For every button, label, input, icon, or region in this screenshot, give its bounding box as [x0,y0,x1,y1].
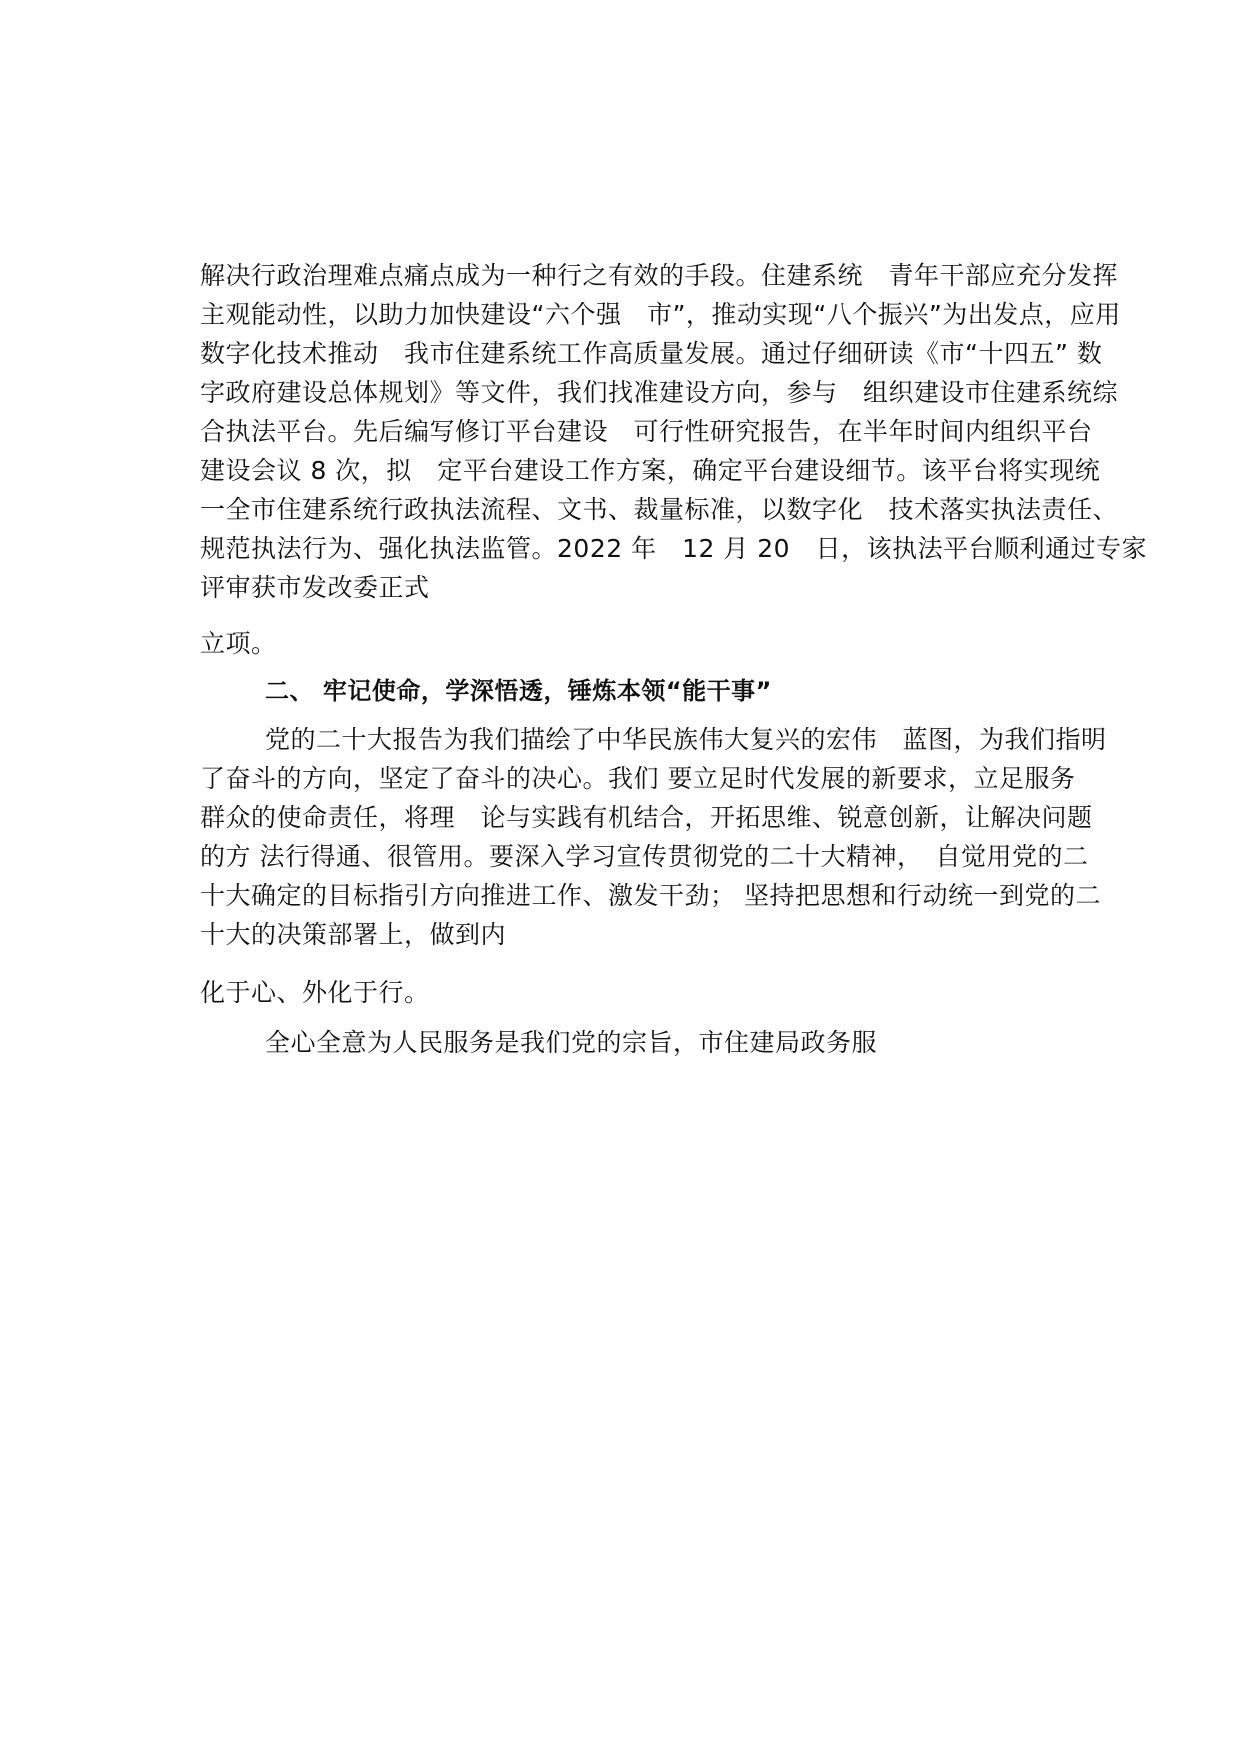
paragraph-2-line-1: 党的二十大报告为我们描绘了中华民族伟大复兴的宏伟 蓝图，为我们指明 [265,725,1107,754]
paragraph-1-line-3: 数字化技术推动 我市住建系统工作高质量发展。通过仔细研读《市“十四五” 数 [200,339,1103,368]
paragraph-1-line-6: 建设会议 8 次，拟 定平台建设工作方案，确定平台建设细节。该平台将实现统 [200,456,1101,485]
paragraph-1-line-4: 字政府建设总体规划》等文件，我们找准建设方向，参与 组织建设市住建系统综 [200,378,1119,407]
paragraph-2-line-2: 了奋斗的方向，坚定了奋斗的决心。我们 要立足时代发展的新要求，立足服务 [200,764,1076,793]
paragraph-1-line-2: 主观能动性，以助力加快建设“六个强 市”，推动实现“八个振兴”为出发点，应用 [200,300,1121,329]
paragraph-1-line-9: 评审获市发改委正式 [200,573,430,602]
paragraph-1-line-1: 解决行政治理难点痛点成为一种行之有效的手段。住建系统 青年干部应充分发挥 [200,261,1119,290]
paragraph-3-line-1: 全心全意为人民服务是我们党的宗旨，市住建局政务服 [265,1028,878,1057]
paragraph-1-line-7: 一全市住建系统行政执法流程、文书、裁量标准，以数字化 技术落实执法责任、 [200,495,1119,524]
paragraph-2-line-5: 十大确定的目标指引方向推进工作、激发干劲； 坚持把思想和行动统一到党的二 [200,881,1101,910]
paragraph-1-line-8: 规范执法行为、强化执法监管。2022 年 12 月 20 日，该执法平台顺利通过专家 [200,534,1148,563]
paragraph-2-line-3: 群众的使命责任，将理 论与实践有机结合，开拓思维、锐意创新，让解决问题 [200,803,1093,832]
paragraph-1-tail: 立项。 [200,629,277,658]
section-heading-2: 二、 牢记使命，学深悟透，锤炼本领“能干事” [265,677,772,705]
paragraph-1-line-5: 合执法平台。先后编写修订平台建设 可行性研究报告，在半年时间内组织平台 [200,417,1093,446]
paragraph-2-tail: 化于心、外化于行。 [200,978,430,1007]
paragraph-2-line-4: 的方 法行得通、很管用。要深入学习宣传贯彻党的二十大精神， 自觉用党的二 [200,842,1089,871]
paragraph-2-line-6: 十大的决策部署上，做到内 [200,920,507,949]
